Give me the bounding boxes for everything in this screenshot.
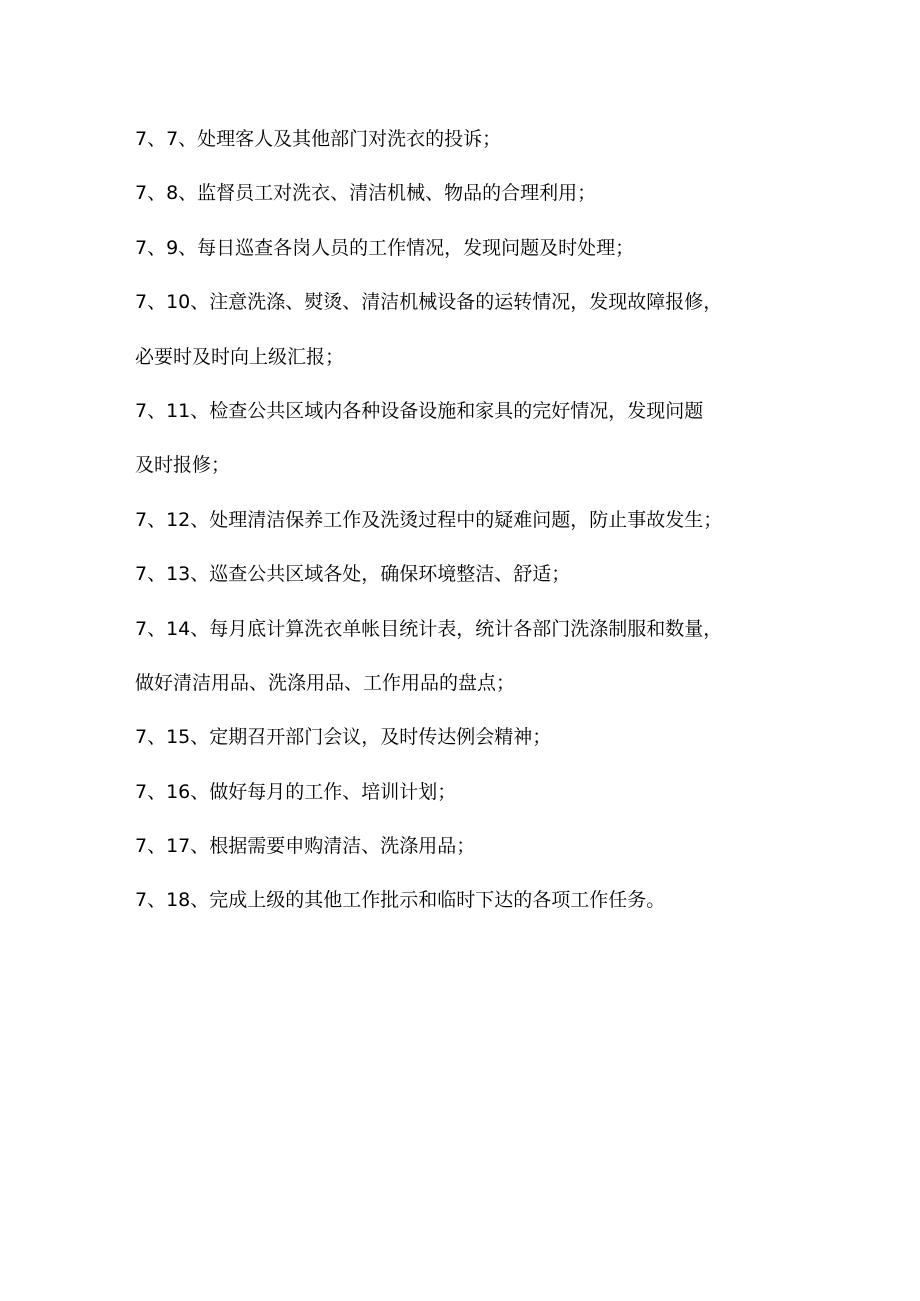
text-line-7-14: 7、14、每月底计算洗衣单帐目统计表，统计各部门洗涤制服和数量， (135, 617, 723, 640)
text-line-7-14-cont: 做好清洁用品、洗涤用品、工作用品的盘点； (135, 671, 516, 694)
text-line-7-11: 7、11、检查公共区域内各种设备设施和家具的完好情况，发现问题 (135, 399, 704, 422)
text-line-7-9: 7、9、每日巡查各岗人员的工作情况，发现问题及时处理； (135, 236, 635, 259)
text-line-7-16: 7、16、做好每月的工作、培训计划； (135, 780, 457, 803)
text-line-7-18: 7、18、完成上级的其他工作批示和临时下达的各项工作任务。 (135, 889, 666, 912)
text-line-7-7: 7、7、处理客人及其他部门对洗衣的投诉； (135, 128, 502, 150)
text-line-7-11-cont: 及时报修； (135, 454, 231, 477)
document-body (135, 112, 775, 928)
text-line-7-15: 7、15、定期召开部门会议，及时传达例会精神； (135, 726, 552, 749)
text-line-7-10-cont: 必要时及时向上级汇报； (135, 345, 345, 368)
text-line-7-12: 7、12、处理清洁保养工作及洗烫过程中的疑难问题，防止事故发生； (135, 508, 723, 531)
text-line-7-13: 7、13、巡查公共区域各处，确保环境整洁、舒适； (135, 563, 571, 586)
text-line-7-10: 7、10、注意洗涤、熨烫、清洁机械设备的运转情况，发现故障报修， (135, 291, 723, 314)
text-line-7-17: 7、17、根据需要申购清洁、洗涤用品； (135, 835, 476, 858)
text-line-7-8: 7、8、监督员工对洗衣、清洁机械、物品的合理利用； (135, 182, 597, 205)
